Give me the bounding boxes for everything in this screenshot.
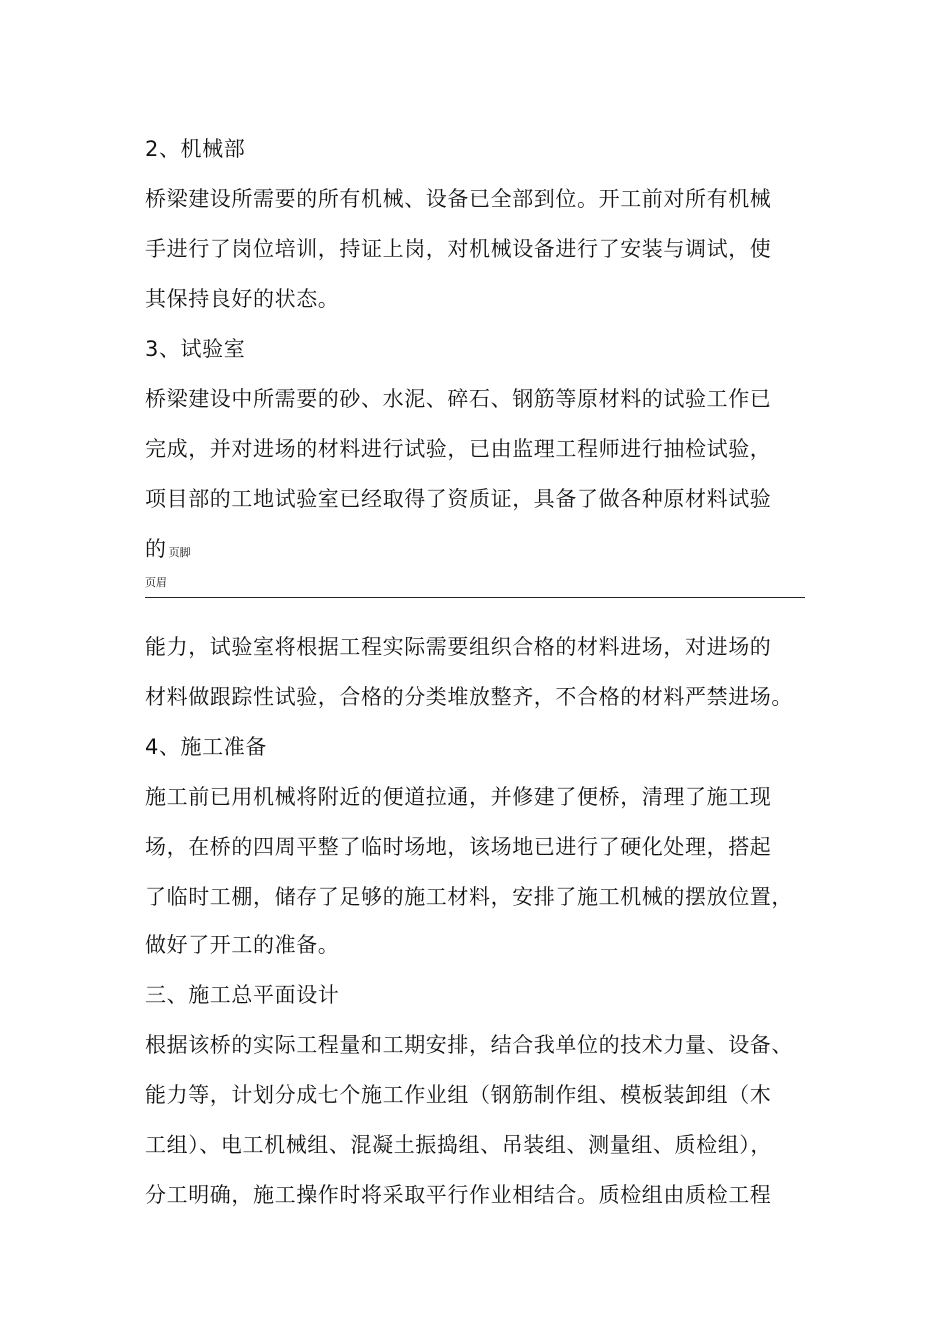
heading-layout: 三、施工总平面设计 [145, 983, 340, 1007]
paragraph-line: 做好了开工的准备。 [145, 933, 340, 957]
paragraph-line: 其保持良好的状态。 [145, 287, 340, 311]
paragraph-line: 了临时工棚，储存了足够的施工材料，安排了施工机械的摆放位置， [145, 885, 793, 909]
paragraph-line: 手进行了岗位培训，持证上岗，对机械设备进行了安装与调试，使 [145, 237, 772, 261]
header-label: 页眉 [145, 576, 167, 589]
heading-prep: 4、施工准备 [145, 735, 267, 759]
paragraph-line: 桥梁建设所需要的所有机械、设备已全部到位。开工前对所有机械 [145, 187, 772, 211]
paragraph-line: 场，在桥的四周平整了临时场地，该场地已进行了硬化处理，搭起 [145, 835, 772, 859]
paragraph-line: 能力，试验室将根据工程实际需要组织合格的材料进场，对进场的 [145, 635, 772, 659]
heading-machinery: 2、机械部 [145, 137, 246, 161]
paragraph-line: 能力等，计划分成七个施工作业组（钢筋制作组、模板装卸组（木 [145, 1083, 772, 1107]
paragraph-tail: 的 [145, 537, 167, 561]
paragraph-line: 工组）、电工机械组、混凝土振捣组、吊装组、测量组、质检组）， [145, 1133, 772, 1157]
paragraph-line: 根据该桥的实际工程量和工期安排，结合我单位的技术力量、设备、 [145, 1033, 793, 1057]
header-divider [145, 597, 805, 598]
footer-label: 页脚 [168, 546, 191, 559]
paragraph-line: 材料做跟踪性试验，合格的分类堆放整齐，不合格的材料严禁进场。 [145, 685, 793, 709]
paragraph-line: 项目部的工地试验室已经取得了资质证，具备了做各种原材料试验 [145, 487, 772, 511]
heading-lab: 3、试验室 [145, 337, 246, 361]
paragraph-line: 施工前已用机械将附近的便道拉通，并修建了便桥，清理了施工现 [145, 785, 772, 809]
paragraph-line-with-footer [145, 534, 191, 568]
paragraph-line: 桥梁建设中所需要的砂、水泥、碎石、钢筋等原材料的试验工作已 [145, 387, 772, 411]
paragraph-line: 分工明确，施工操作时将采取平行作业相结合。质检组由质检工程 [145, 1183, 772, 1207]
paragraph-line: 完成，并对进场的材料进行试验，已由监理工程师进行抽检试验， [145, 437, 772, 461]
